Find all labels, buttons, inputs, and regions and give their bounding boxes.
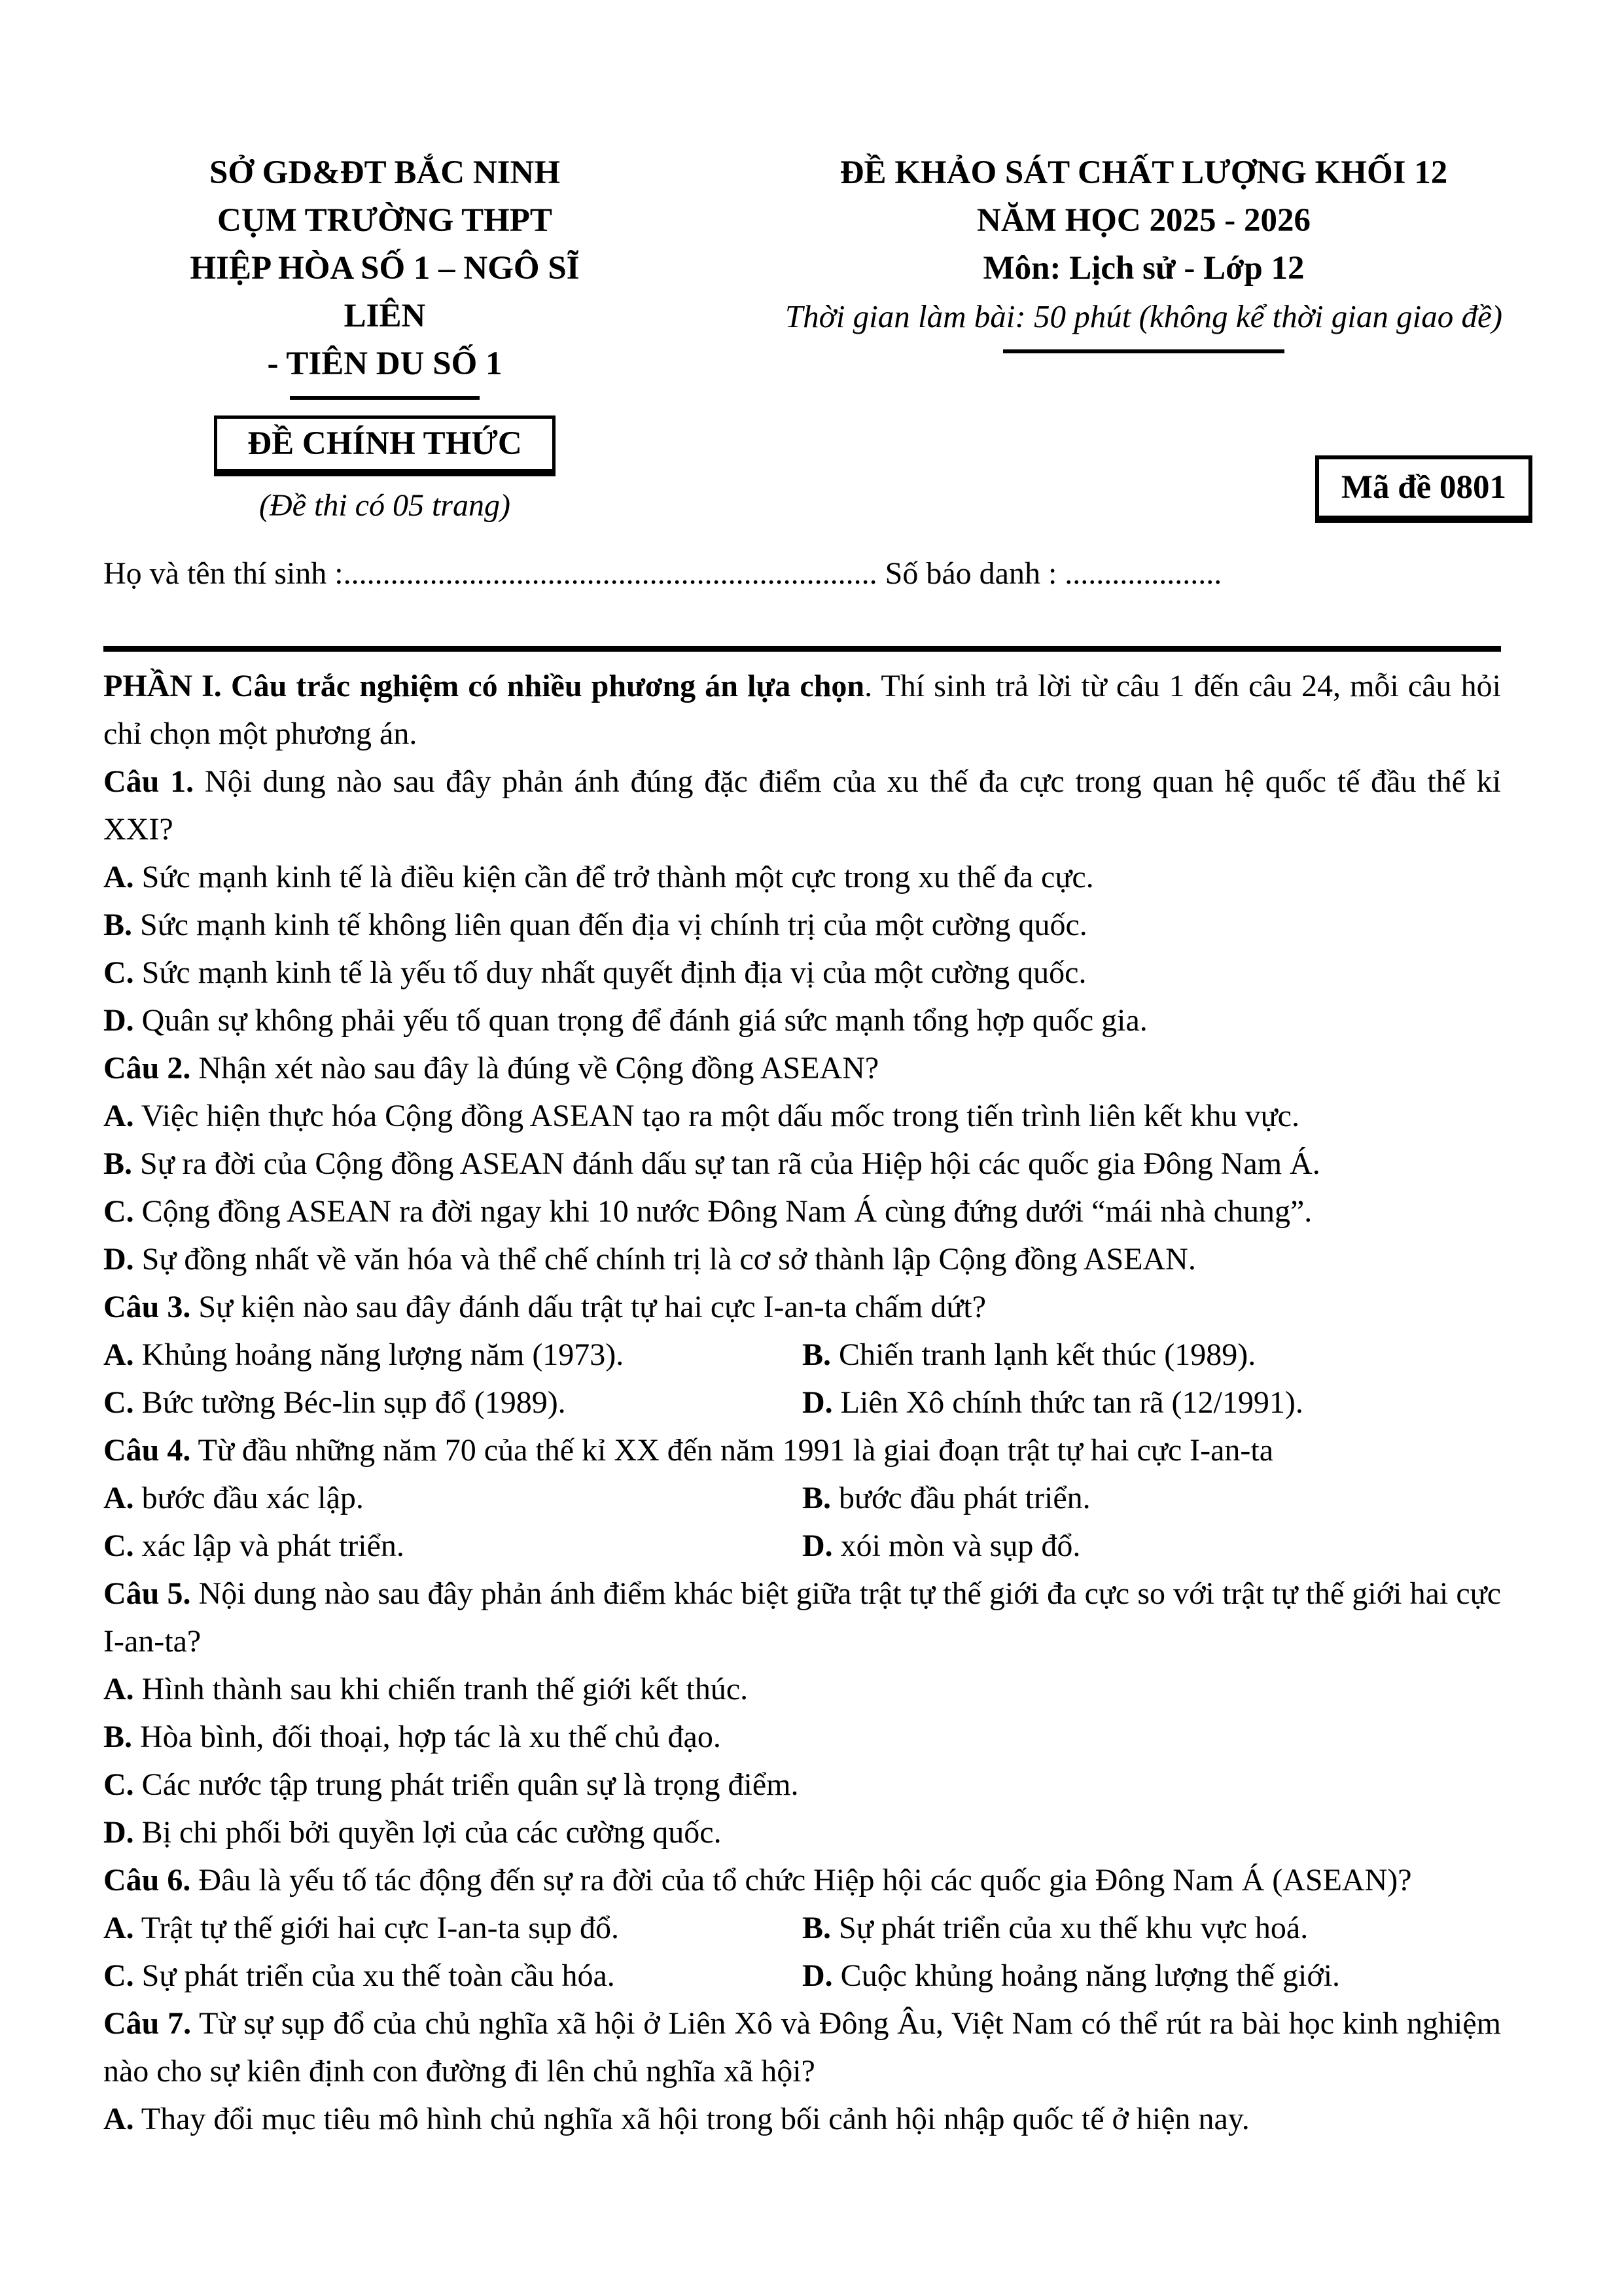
questions [103,758,1501,2143]
option-B: B. Chiến tranh lạnh kết thúc (1989). [802,1337,1256,1372]
question-text: Câu 4. Từ đầu những năm 70 của thế kỉ XX đến năm 1991 là giai đoạn trật tự hai cực I-an-ta [103,1433,1274,1468]
option-letter: D. [802,1958,833,1993]
question-number: Câu 7. [103,2006,192,2041]
option-letter: B. [802,1481,832,1515]
option-A: A. bước đầu xác lập. [103,1481,364,1515]
question-text: Câu 1. Nội dung nào sau đây phản ánh đúng đặc điểm của xu thế đa cực trong quan hệ quốc tế đầu thế kỉ XXI? [103,764,1502,847]
option-A: A. Khủng hoảng năng lượng năm (1973). [103,1337,624,1372]
option-letter: A. [103,1672,134,1706]
question-number: Câu 6. [103,1863,191,1898]
option-B: B. Hòa bình, đối thoại, hợp tác là xu thế chủ đạo. [103,1720,721,1754]
option-row [103,1331,1501,1379]
school-year: NĂM HỌC 2025 - 2026 [977,202,1311,239]
exam-title-block [718,149,1569,353]
option-letter: C. [103,1194,134,1229]
school-names-line1: HIỆP HÒA SỐ 1 – NGÔ SĨ LIÊN [190,250,580,334]
question-number: Câu 4. [103,1433,191,1468]
time-limit-note: Thời gian làm bài: 50 phút (không kể thời gian giao đề) [785,298,1503,334]
option-C: C. Cộng đồng ASEAN ra đời ngay khi 10 nước Đông Nam Á cùng đứng dưới “mái nhà chung”. [103,1194,1313,1229]
option-letter: B. [802,1337,832,1372]
option-B: B. Sự phát triển của xu thế khu vực hoá. [802,1911,1309,1945]
page-count-note: (Đề thi có 05 trang) [259,488,510,523]
option-letter: C. [103,955,134,990]
question-text: Câu 7. Từ sự sụp đổ của chủ nghĩa xã hội ở Liên Xô và Đông Âu, Việt Nam có thể rút ra bài học kinh nghiệm nào cho sự kiên định con đường đi lên chủ nghĩa xã hội? [103,2006,1502,2089]
question-text: Câu 6. Đâu là yếu tố tác động đến sự ra đời của tổ chức Hiệp hội các quốc gia Đông Nam Á (ASEAN)? [103,1863,1412,1898]
option-A: A. Hình thành sau khi chiến tranh thế giới kết thúc. [103,1672,749,1706]
option-A: A. Việc hiện thực hóa Cộng đồng ASEAN tạo ra một dấu mốc trong tiến trình liên kết khu vực. [103,1099,1299,1133]
student-info-row [103,550,1501,597]
option-letter: C. [103,1767,134,1802]
option-C: C. xác lập và phát triển. [103,1528,404,1563]
part1-heading [103,662,1501,758]
part1-heading-bold: PHẦN I. Câu trắc nghiệm có nhiều phương án lựa chọn [103,669,865,703]
exam-title: ĐỀ KHẢO SÁT CHẤT LƯỢNG KHỐI 12 [839,154,1448,191]
option-C: C. Bức tường Béc-lin sụp đổ (1989). [103,1385,566,1420]
option-B: B. Sức mạnh kinh tế không liên quan đến địa vị chính trị của một cường quốc. [103,908,1087,942]
question-number: Câu 2. [103,1051,191,1086]
option-A: A. Sức mạnh kinh tế là điều kiện cần để trở thành một cực trong xu thế đa cực. [103,860,1094,894]
page-content [103,149,1506,2143]
option-C: C. Sự phát triển của xu thế toàn cầu hóa. [103,1958,615,1993]
department-name: SỞ GD&ĐT BẮC NINH [209,154,561,191]
option-letter: B. [103,1146,133,1181]
part1-heading-rest: . Thí sinh trả lời từ câu 1 đến câu 24, mỗi câu hỏi chỉ chọn một phương án. [103,669,1501,751]
option-C: C. Sức mạnh kinh tế là yếu tố duy nhất quyết định địa vị của một cường quốc. [103,955,1087,990]
option-D: D. Liên Xô chính thức tan rã (12/1991). [802,1385,1303,1420]
official-exam-box: ĐỀ CHÍNH THỨC [214,415,555,476]
question-number: Câu 5. [103,1576,191,1611]
option-row [103,1522,1501,1570]
option-letter: A. [103,1481,134,1515]
option-letter: B. [802,1911,832,1945]
option-row [103,1904,1501,1952]
option-D: D. Cuộc khủng hoảng năng lượng thế giới. [802,1958,1341,1993]
option-A: A. Trật tự thế giới hai cực I-an-ta sụp đổ. [103,1911,619,1945]
option-letter: A. [103,860,134,894]
option-B: B. Sự ra đời của Cộng đồng ASEAN đánh dấu sự tan rã của Hiệp hội các quốc gia Đông Nam Á. [103,1146,1320,1181]
question-text: Câu 3. Sự kiện nào sau đây đánh dấu trật tự hai cực I-an-ta chấm dứt? [103,1290,986,1324]
section-divider [103,646,1501,652]
option-letter: D. [802,1528,833,1563]
option-letter: C. [103,1385,134,1420]
option-letter: B. [103,908,133,942]
option-letter: B. [103,1720,133,1754]
exam-header [103,149,1506,550]
right-header-divider [1003,349,1284,353]
option-C: C. Các nước tập trung phát triển quân sự là trọng điểm. [103,1767,799,1802]
question-number: Câu 1. [103,764,194,799]
option-letter: A. [103,1337,134,1372]
option-letter: C. [103,1528,134,1563]
question-text: Câu 5. Nội dung nào sau đây phản ánh điểm khác biệt giữa trật tự thế giới đa cực so với trật tự thế giới hai cực I-an-ta? [103,1576,1502,1659]
option-letter: D. [802,1385,833,1420]
option-letter: D. [103,1815,134,1850]
student-name-field: Họ và tên thí sinh :.................................................................... [103,556,877,591]
option-row [103,1952,1501,2000]
option-letter: A. [103,1911,134,1945]
school-names-line2: - TIÊN DU SỐ 1 [267,345,503,382]
option-D: D. xói mòn và sụp đổ. [802,1528,1081,1563]
question-text: Câu 2. Nhận xét nào sau đây là đúng về Cộng đồng ASEAN? [103,1051,879,1086]
option-letter: D. [103,1242,134,1277]
option-D: D. Sự đồng nhất về văn hóa và thể chế chính trị là cơ sở thành lập Cộng đồng ASEAN. [103,1242,1196,1277]
option-letter: A. [103,1099,134,1133]
option-A: A. Thay đổi mục tiêu mô hình chủ nghĩa xã hội trong bối cảnh hội nhập quốc tế ở hiện nay. [103,2102,1250,2136]
school-cluster: CỤM TRƯỜNG THPT [217,202,552,239]
option-B: B. bước đầu phát triển. [802,1481,1091,1515]
option-letter: C. [103,1958,134,1993]
option-D: D. Bị chi phối bởi quyền lợi của các cường quốc. [103,1815,722,1850]
option-row [103,1474,1501,1522]
option-letter: D. [103,1003,134,1038]
subject-line: Môn: Lịch sử - Lớp 12 [983,250,1305,287]
issuing-school-block [149,149,620,529]
question-number: Câu 3. [103,1290,191,1324]
option-D: D. Quân sự không phải yếu tố quan trọng để đánh giá sức mạnh tổng hợp quốc gia. [103,1003,1148,1038]
exam-code-box: Mã đề 0801 [1315,455,1532,523]
student-id-field: Số báo danh : .................... [885,556,1222,591]
option-row [103,1379,1501,1426]
option-letter: A. [103,2102,134,2136]
